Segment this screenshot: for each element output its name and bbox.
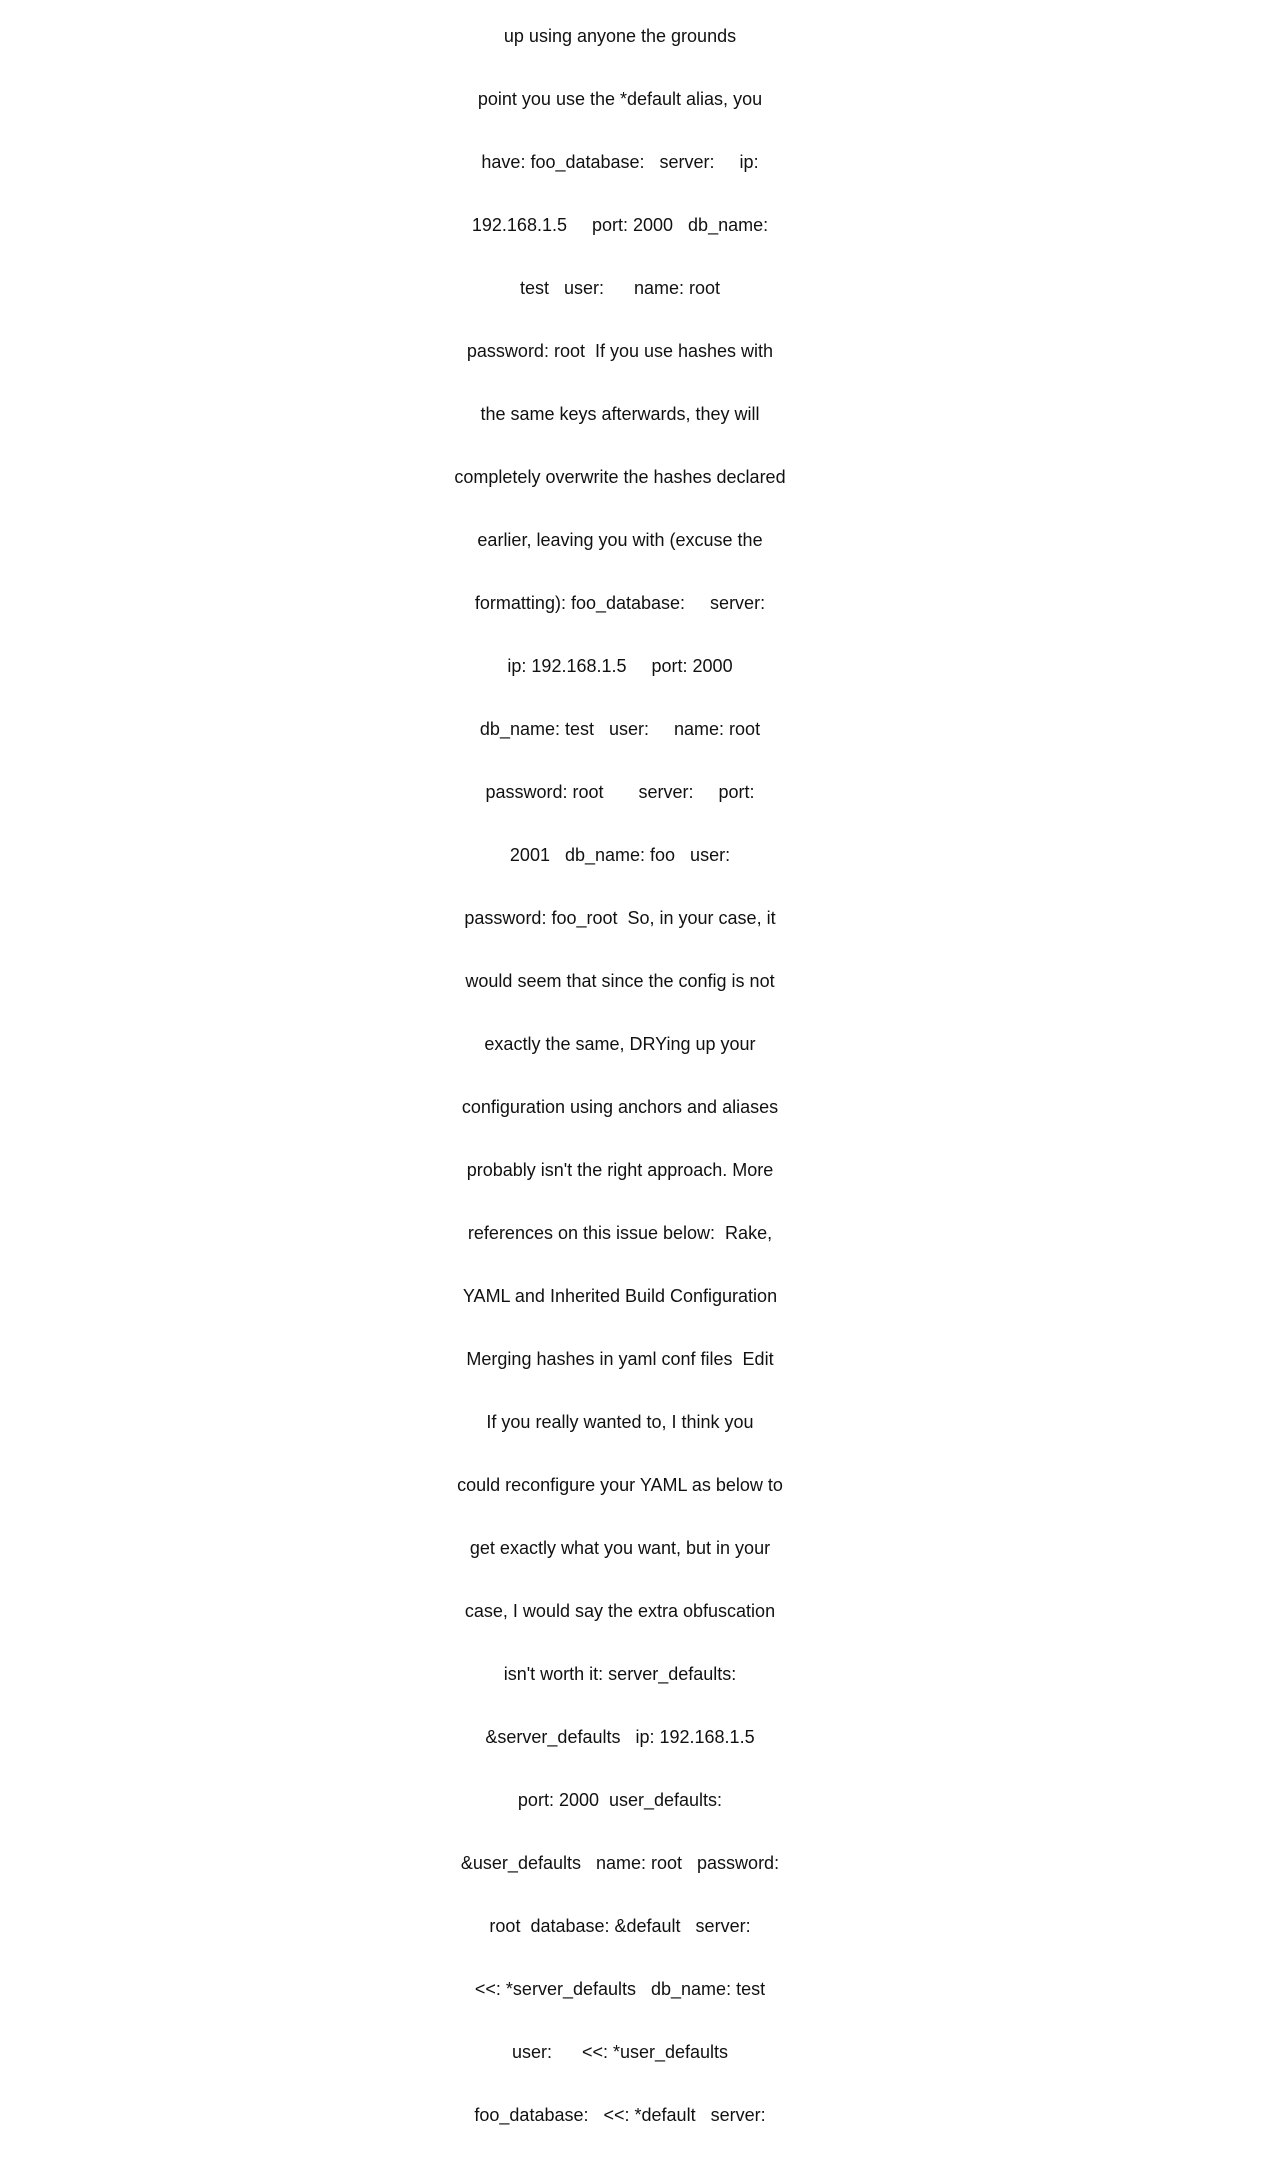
- text-line: have: foo_database: server: ip:: [481, 152, 759, 172]
- text-line: test user: name: root: [519, 278, 721, 298]
- text-line: completely overwrite the hashes declared: [454, 467, 786, 487]
- text-line: password: foo_root So, in your case, it: [464, 908, 776, 928]
- text-line: 192.168.1.5 port: 2000 db_name:: [471, 215, 769, 235]
- text-line: root database: &default server:: [489, 1916, 751, 1936]
- text-line: up using anyone the grounds: [503, 26, 737, 46]
- text-line: Merging hashes in yaml conf files Edit: [466, 1349, 774, 1369]
- text-line: would seem that since the config is not: [465, 971, 775, 991]
- text-line: the same keys afterwards, they will: [480, 404, 760, 424]
- text-line: db_name: test user: name: root: [479, 719, 761, 739]
- text-line: ip: 192.168.1.5 port: 2000: [507, 656, 733, 676]
- answer-text-column: [450, 0, 790, 2168]
- text-line: references on this issue below: Rake,: [467, 1223, 773, 1243]
- text-line: formatting): foo_database: server:: [474, 593, 766, 613]
- text-line: could reconfigure your YAML as below to: [457, 1475, 783, 1495]
- text-line: configuration using anchors and aliases: [461, 1097, 779, 1117]
- text-line: isn't worth it: server_defaults:: [503, 1664, 737, 1684]
- text-line: &server_defaults ip: 192.168.1.5: [485, 1727, 755, 1747]
- text-line: password: root server: port:: [485, 782, 755, 802]
- text-line: get exactly what you want, but in your: [469, 1538, 771, 1558]
- text-line: port: 2000 user_defaults:: [517, 1790, 723, 1810]
- text-line: password: root If you use hashes with: [466, 341, 774, 361]
- text-line: foo_database: <<: *default server:: [474, 2105, 766, 2125]
- text-line: If you really wanted to, I think you: [486, 1412, 754, 1432]
- text-line: case, I would say the extra obfuscation: [464, 1601, 776, 1621]
- text-line: &user_defaults name: root password:: [460, 1853, 780, 1873]
- text-line: earlier, leaving you with (excuse the: [477, 530, 763, 550]
- text-line: 2001 db_name: foo user:: [509, 845, 731, 865]
- text-line: point you use the *default alias, you: [477, 89, 763, 109]
- text-line: user: <<: *user_defaults: [511, 2042, 729, 2062]
- text-line: YAML and Inherited Build Configuration: [462, 1286, 778, 1306]
- text-line: exactly the same, DRYing up your: [484, 1034, 756, 1054]
- text-line: <<: *server_defaults db_name: test: [474, 1979, 766, 1999]
- text-line: probably isn't the right approach. More: [466, 1160, 774, 1180]
